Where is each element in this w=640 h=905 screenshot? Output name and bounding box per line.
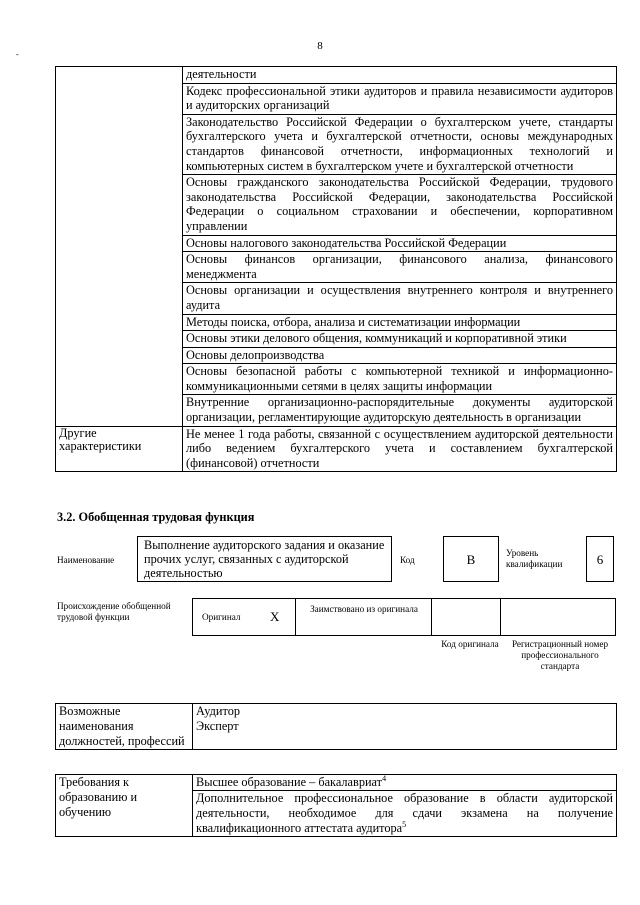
origin-row bbox=[192, 598, 616, 636]
education-table bbox=[55, 774, 617, 837]
function-name: Выполнение аудиторского задания и оказание прочих услуг, связанных с аудиторской деятельностью bbox=[137, 536, 392, 582]
positions-values bbox=[193, 704, 617, 750]
borrowed-label: Заимствовано из оригинала bbox=[310, 604, 418, 614]
additional-education: Дополнительное профессиональное образование в области аудиторской деятельности, необходимое для сдачи экзамена на получение квалификационного аттестата аудитора bbox=[196, 791, 613, 835]
footnote-ref: 4 bbox=[382, 773, 387, 783]
row-value: Кодекс профессиональной этики аудиторов и правила независимости аудиторов и аудиторских организаций bbox=[183, 83, 617, 114]
original-cell bbox=[192, 598, 296, 636]
table-row bbox=[56, 426, 617, 472]
position-item: Эксперт bbox=[196, 719, 239, 733]
function-code: B bbox=[443, 536, 499, 582]
reg-number-cell bbox=[500, 598, 616, 636]
code-label: Код bbox=[400, 555, 415, 565]
positions-table bbox=[55, 703, 617, 750]
original-code-caption: Код оригинала bbox=[441, 639, 499, 649]
education-level: Высшее образование – бакалавриат bbox=[196, 775, 383, 789]
row-value: Основы делопроизводства bbox=[183, 347, 617, 364]
knowledge-table bbox=[55, 66, 617, 472]
row-value: Методы поиска, отбора, анализа и систематизации информации bbox=[183, 314, 617, 331]
section-title: 3.2. Обобщенная трудовая функция bbox=[57, 510, 255, 524]
row-value: Основы финансов организации, финансового анализа, финансового менеджмента bbox=[183, 252, 617, 283]
row-value: Не менее 1 года работы, связанной с осуществлением аудиторской деятельности либо ведением бухгалтерского учета и составлением бухгалтерской (финансовой) отчетности bbox=[183, 426, 617, 472]
page-number: 8 bbox=[317, 40, 323, 52]
qualification-level: 6 bbox=[586, 536, 614, 582]
original-label: Оригинал bbox=[202, 612, 241, 622]
row-value: Основы организации и осуществления внутреннего контроля и внутреннего аудита bbox=[183, 283, 617, 314]
borrowed-cell bbox=[295, 598, 432, 636]
level-label: Уровень квалификации bbox=[506, 548, 563, 569]
row-value: Основы этики делового общения, коммуникаций и корпоративной этики bbox=[183, 331, 617, 348]
original-code-cell bbox=[431, 598, 501, 636]
name-label: Наименование bbox=[57, 555, 115, 565]
row-label: Другие характеристики bbox=[56, 426, 183, 472]
row-label bbox=[56, 67, 183, 427]
education-line1 bbox=[193, 775, 617, 791]
row-value: Законодательство Российской Федерации о бухгалтерском учете, стандарты бухгалтерского учета и бухгалтерской отчетности, основы международных стандартов финансовой отчетности, информационных технологий и компьютерных систем в бухгалтерском учете и бухгалтерской отчетности bbox=[183, 114, 617, 174]
row-value: Внутренние организационно-распорядительные документы аудиторской организации, регламентирующие аудиторскую деятельность в организации bbox=[183, 395, 617, 426]
row-value: Основы безопасной работы с компьютерной техникой и информационно-коммуникационными сетями в целях защиты информации bbox=[183, 364, 617, 395]
position-item: Аудитор bbox=[196, 704, 240, 718]
positions-label: Возможные наименования должностей, профессий bbox=[56, 704, 193, 750]
table-row bbox=[56, 67, 617, 84]
reg-number-caption: Регистрационный номер профессионального стандарта bbox=[511, 639, 609, 671]
original-mark: X bbox=[270, 609, 280, 624]
margin-mark: - bbox=[16, 50, 19, 59]
footnote-ref: 5 bbox=[402, 819, 407, 829]
row-value: деятельности bbox=[183, 67, 617, 84]
education-line2 bbox=[193, 791, 617, 837]
education-label: Требования к образованию и обучению bbox=[56, 775, 193, 837]
origin-label: Происхождение обобщенной трудовой функции bbox=[57, 601, 171, 622]
row-value: Основы гражданского законодательства Российской Федерации, трудового законодательства Российской Федерации, законодательства Российской Федерации о социальном страховании и обеспечении, корпоративном управлении bbox=[183, 175, 617, 235]
row-value: Основы налогового законодательства Российской Федерации bbox=[183, 235, 617, 252]
